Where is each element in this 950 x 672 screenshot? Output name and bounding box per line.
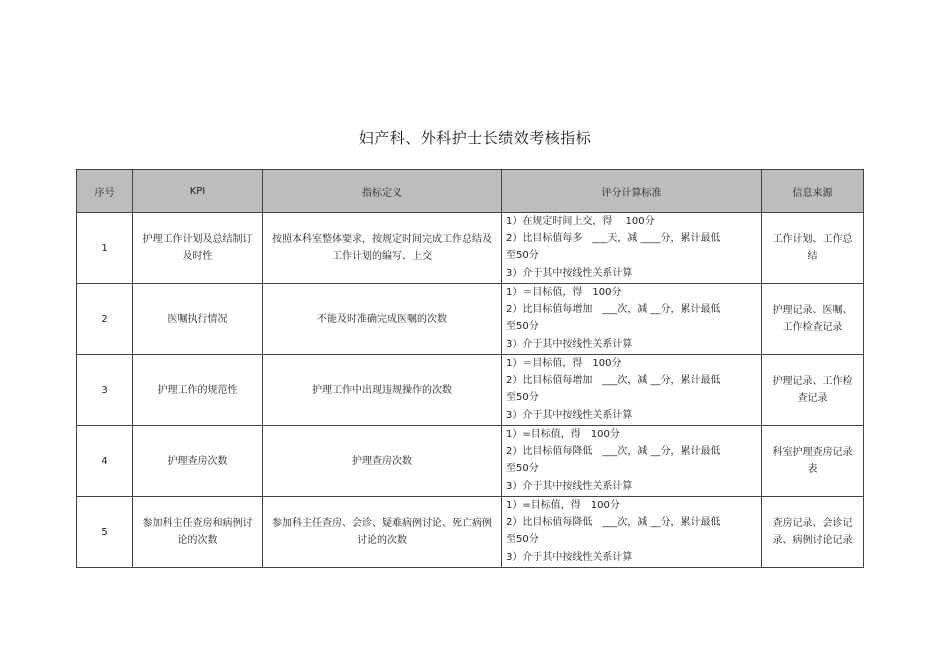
cell-no: 4 xyxy=(77,426,133,497)
cell-kpi: 护理查房次数 xyxy=(133,426,263,497)
header-row xyxy=(77,170,864,213)
criteria-line: 至50分 xyxy=(506,250,539,262)
table-row xyxy=(77,284,864,355)
cell-definition: 按照本科室整体要求，按规定时间完成工作总结及工作计划的编写、上交 xyxy=(263,213,502,284)
cell-criteria xyxy=(502,355,762,426)
criteria-line: 2）比目标值每多 ___天，减 ____分，累计最低 xyxy=(506,233,721,245)
criteria-line: 至50分 xyxy=(506,463,539,475)
cell-no: 3 xyxy=(77,355,133,426)
cell-source: 科室护理查房记录表 xyxy=(762,426,864,497)
criteria-line: 1）=目标值，得 100分 xyxy=(506,429,620,440)
cell-kpi: 护理工作的规范性 xyxy=(133,355,263,426)
cell-definition: 参加科主任查房、会诊、疑难病例讨论、死亡病例讨论的次数 xyxy=(263,497,502,568)
cell-no: 1 xyxy=(77,213,133,284)
table-row xyxy=(77,497,864,568)
cell-kpi: 参加科主任查房和病例讨论的次数 xyxy=(133,497,263,568)
criteria-line: 至50分 xyxy=(506,392,539,404)
criteria-line: 3）介于其中按线性关系计算 xyxy=(506,338,633,350)
criteria-line: 3）介于其中按线性关系计算 xyxy=(506,551,633,563)
table-row xyxy=(77,426,864,497)
criteria-line: 至50分 xyxy=(506,321,539,333)
criteria-line: 3）介于其中按线性关系计算 xyxy=(506,480,633,492)
criteria-line: 1）＝目标值，得 100分 xyxy=(506,287,622,298)
criteria-line: 2）比目标值每降低 ___次，减 __分，累计最低 xyxy=(506,517,721,529)
criteria-line: 3）介于其中按线性关系计算 xyxy=(506,267,633,279)
cell-criteria xyxy=(502,426,762,497)
header-source: 信息来源 xyxy=(762,170,864,213)
header-kpi: KPI xyxy=(133,170,263,213)
cell-criteria xyxy=(502,497,762,568)
header-criteria: 评分计算标准 xyxy=(502,170,762,213)
cell-definition: 不能及时准确完成医嘱的次数 xyxy=(263,284,502,355)
cell-kpi: 医嘱执行情况 xyxy=(133,284,263,355)
criteria-line: 3）介于其中按线性关系计算 xyxy=(506,409,633,421)
cell-no: 5 xyxy=(77,497,133,568)
cell-kpi: 护理工作计划及总结制订及时性 xyxy=(133,213,263,284)
cell-definition: 护理工作中出现违规操作的次数 xyxy=(263,355,502,426)
cell-no: 2 xyxy=(77,284,133,355)
header-no: 序号 xyxy=(77,170,133,213)
criteria-line: 1）在规定时间上交，得 100分 xyxy=(506,216,655,227)
criteria-line: 1）=目标值，得 100分 xyxy=(506,500,620,511)
table-row xyxy=(77,213,864,284)
cell-criteria xyxy=(502,213,762,284)
criteria-line: 2）比目标值每增加 ___次，减 __分，累计最低 xyxy=(506,304,721,316)
cell-source: 护理记录、医嘱、工作检查记录 xyxy=(762,284,864,355)
cell-criteria xyxy=(502,284,762,355)
cell-source: 护理记录、工作检查记录 xyxy=(762,355,864,426)
criteria-line: 1）＝目标值，得 100分 xyxy=(506,358,622,369)
criteria-line: 2）比目标值每降低 ___次，减 __分，累计最低 xyxy=(506,446,721,458)
cell-source: 查房记录、会诊记录、病例讨论记录 xyxy=(762,497,864,568)
criteria-line: 2）比目标值每增加 ___次，减 __分，累计最低 xyxy=(506,375,721,387)
document-title: 妇产科、外科护士长绩效考核指标 xyxy=(358,129,592,147)
criteria-line: 至50分 xyxy=(506,534,539,546)
cell-definition: 护理查房次数 xyxy=(263,426,502,497)
cell-source: 工作计划、工作总结 xyxy=(762,213,864,284)
header-definition: 指标定义 xyxy=(263,170,502,213)
table-row xyxy=(77,355,864,426)
kpi-table xyxy=(76,169,864,568)
